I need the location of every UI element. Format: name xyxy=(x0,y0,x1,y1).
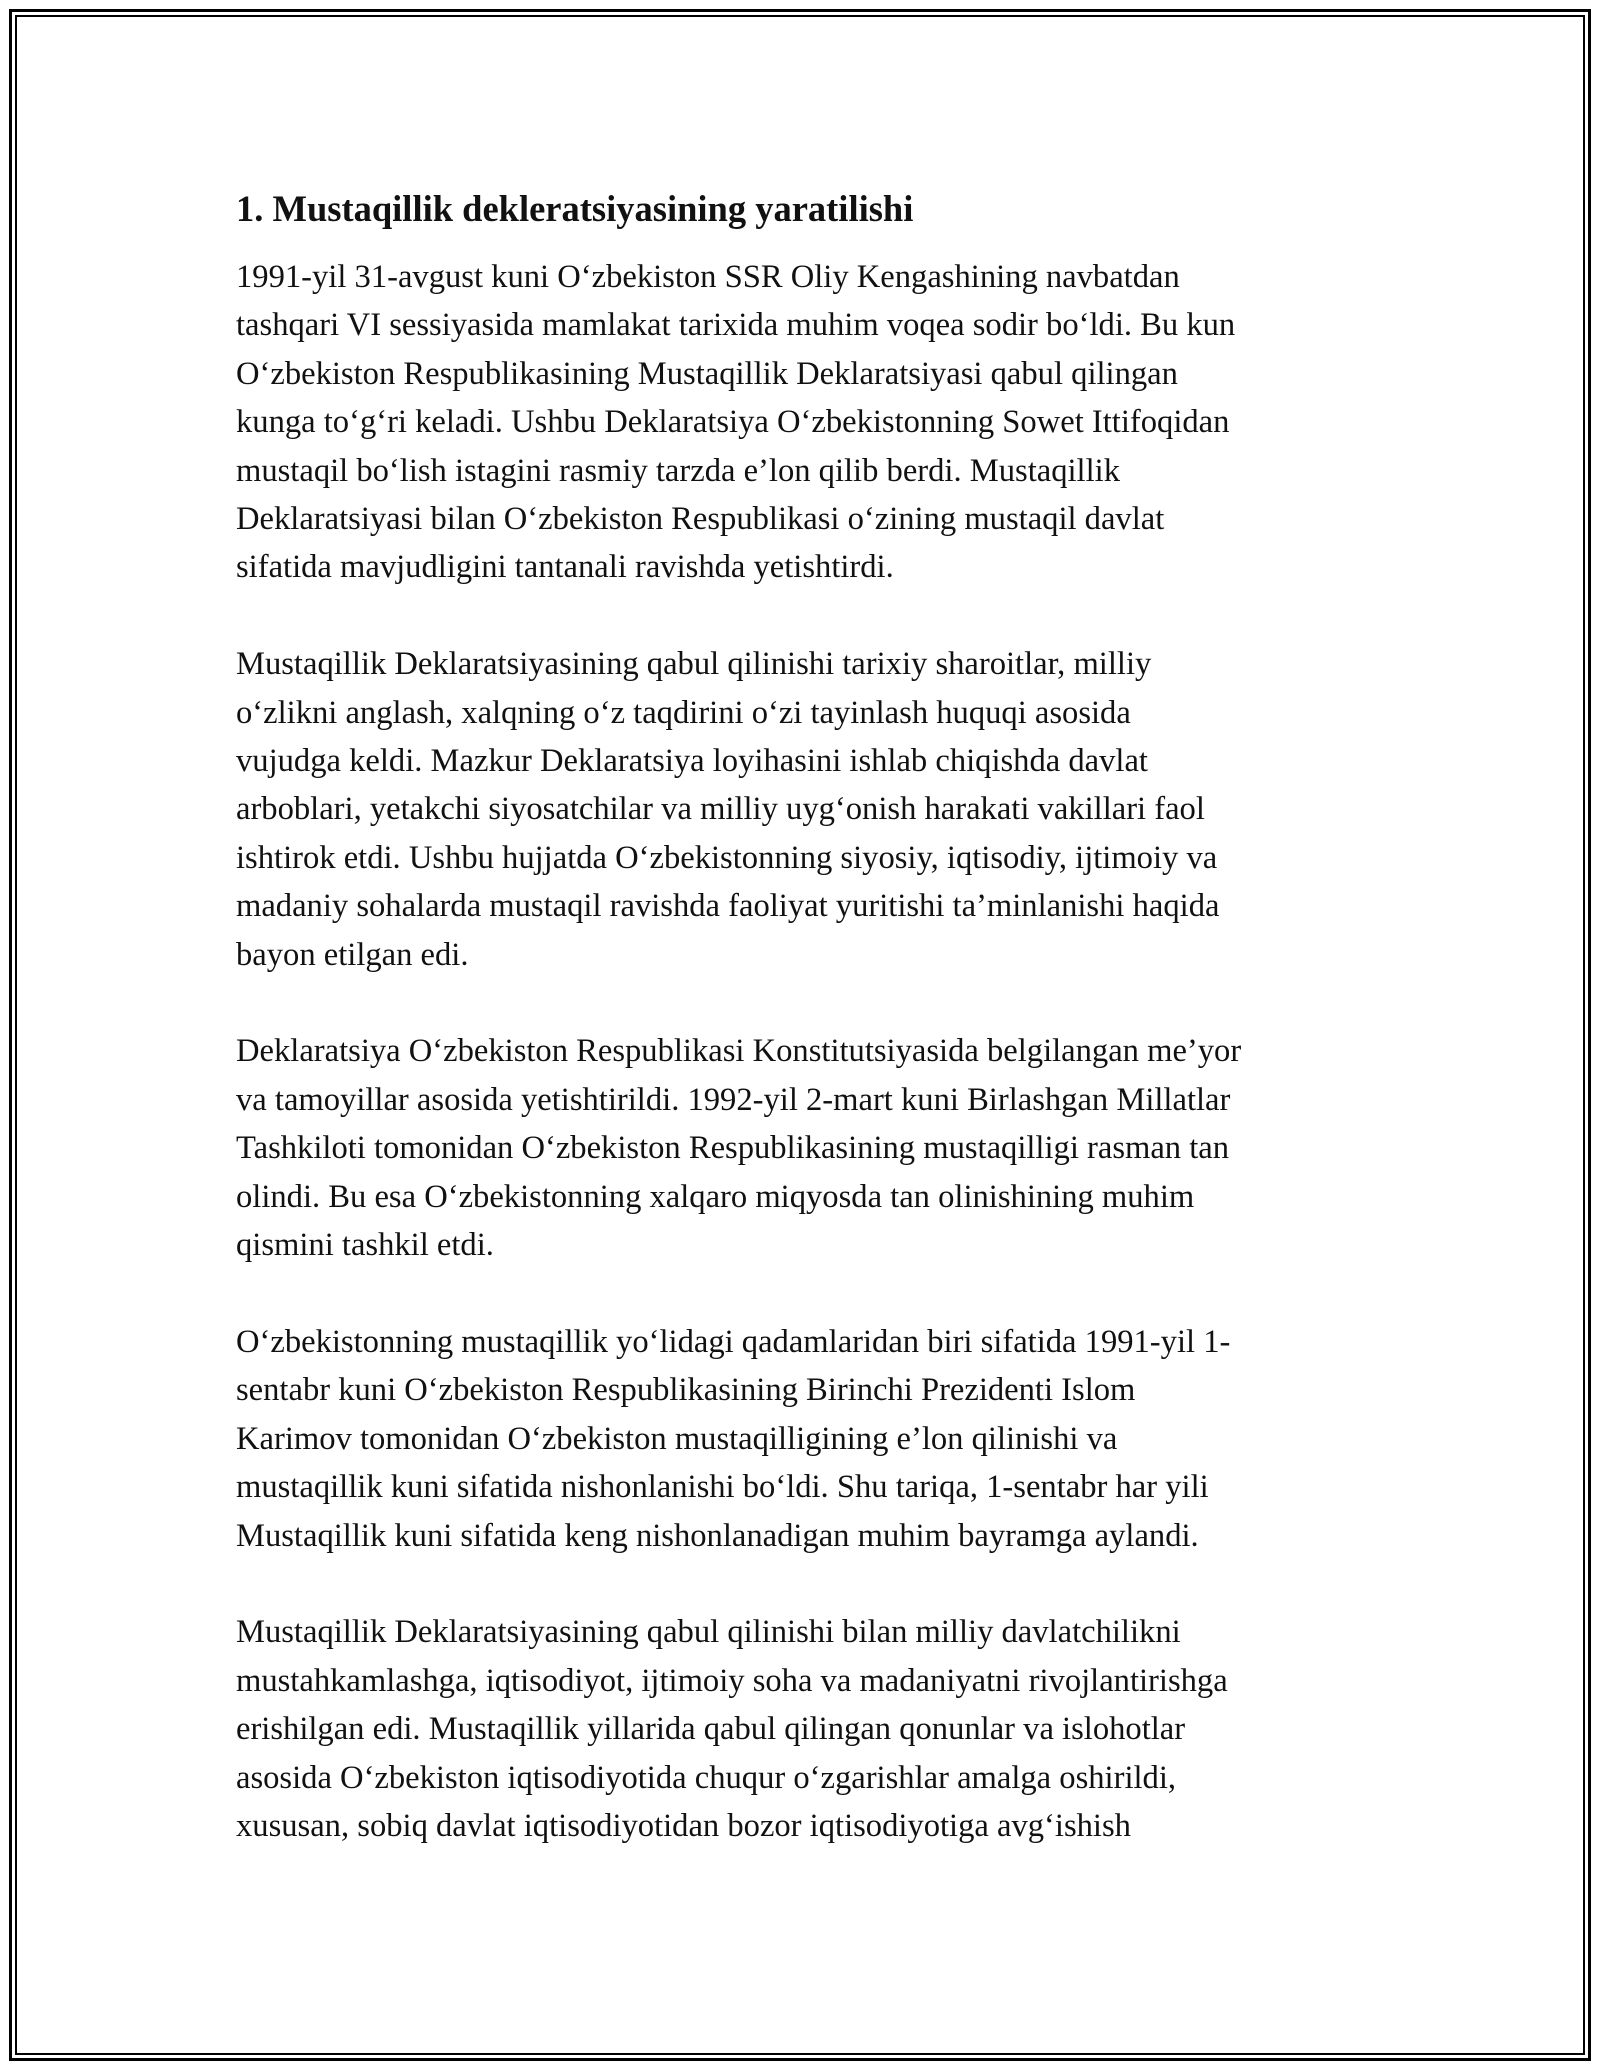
text-line: Deklaratsiya O‘zbekiston Respublikasi Konstitutsiyasida belgilangan me’yor xyxy=(236,1033,1242,1070)
text-line: qismini tashkil etdi. xyxy=(236,1227,494,1264)
text-line: Mustaqillik Deklaratsiyasining qabul qilinishi tarixiy sharoitlar, milliy xyxy=(236,646,1152,683)
text-line: Deklaratsiyasi bilan O‘zbekiston Respublikasi o‘zining mustaqil davlat xyxy=(236,501,1165,538)
text-line: madaniy sohalarda mustaqil ravishda faoliyat yuritishi ta’minlanishi haqida xyxy=(236,888,1220,925)
text-line: bayon etilgan edi. xyxy=(236,936,469,973)
text-line: Mustaqillik kuni sifatida keng nishonlanadigan muhim bayramga aylandi. xyxy=(236,1517,1199,1554)
text-line: kunga to‘g‘ri keladi. Ushbu Deklaratsiya O‘zbekistonning Sowet Ittifoqidan xyxy=(236,404,1230,441)
paragraph-5 xyxy=(236,1608,1386,1850)
text-line: va tamoyillar asosida yetishtirildi. 1992-yil 2-mart kuni Birlashgan Millatlar xyxy=(236,1081,1231,1118)
text-line: mustahkamlashga, iqtisodiyot, ijtimoiy soha va madaniyatni rivojlantirishga xyxy=(236,1662,1228,1699)
text-line: tashqari VI sessiyasida mamlakat tarixida muhim voqea sodir bo‘ldi. Bu kun xyxy=(236,307,1236,344)
text-line: arboblari, yetakchi siyosatchilar va milliy uyg‘onish harakati vakillari faol xyxy=(236,791,1205,828)
paragraph-1 xyxy=(236,253,1386,592)
text-line: Mustaqillik Deklaratsiyasining qabul qilinishi bilan milliy davlatchilikni xyxy=(236,1614,1181,1651)
text-line: erishilgan edi. Mustaqillik yillarida qabul qilingan qonunlar va islohotlar xyxy=(236,1711,1186,1748)
paragraph-3 xyxy=(236,1027,1386,1269)
text-line: O‘zbekistonning mustaqillik yo‘lidagi qadamlaridan biri sifatida 1991-yil 1- xyxy=(236,1323,1231,1360)
paragraph-4 xyxy=(236,1318,1386,1560)
text-line: 1991-yil 31-avgust kuni O‘zbekiston SSR Oliy Kengashining navbatdan xyxy=(236,259,1180,295)
text-line: sifatida mavjudligini tantanali ravishda yetishtirdi. xyxy=(236,549,894,586)
text-line: mustaqillik kuni sifatida nishonlanishi bo‘ldi. Shu tariqa, 1-sentabr har yili xyxy=(236,1469,1209,1506)
text-line: sentabr kuni O‘zbekiston Respublikasining Birinchi Prezidenti Islom xyxy=(236,1372,1136,1409)
text-line: asosida O‘zbekiston iqtisodiyotida chuqur o‘zgarishlar amalga oshirildi, xyxy=(236,1759,1177,1796)
paragraph-2 xyxy=(236,640,1386,979)
text-line: xususan, sobiq davlat iqtisodiyotidan bozor iqtisodiyotiga avg‘ishish xyxy=(236,1807,1131,1844)
text-line: ishtirok etdi. Ushbu hujjatda O‘zbekistonning siyosiy, iqtisodiy, ijtimoiy va xyxy=(236,839,1218,876)
document-body xyxy=(236,185,1386,1899)
section-heading: 1. Mustaqillik dekleratsiyasining yaratilishi xyxy=(236,188,914,229)
text-line: mustaqil bo‘lish istagini rasmiy tarzda e’lon qilib berdi. Mustaqillik xyxy=(236,452,1121,489)
text-line: Karimov tomonidan O‘zbekiston mustaqilligining e’lon qilinishi va xyxy=(236,1420,1118,1457)
text-line: Tashkiloti tomonidan O‘zbekiston Respublikasining mustaqilligi rasman tan xyxy=(236,1130,1230,1167)
text-line: O‘zbekiston Respublikasining Mustaqillik Deklaratsiyasi qabul qilingan xyxy=(236,355,1178,392)
text-line: o‘zlikni anglash, xalqning o‘z taqdirini o‘zi tayinlash huquqi asosida xyxy=(236,694,1131,731)
text-line: vujudga keldi. Mazkur Deklaratsiya loyihasini ishlab chiqishda davlat xyxy=(236,743,1148,780)
text-line: olindi. Bu esa O‘zbekistonning xalqaro miqyosda tan olinishining muhim xyxy=(236,1178,1195,1215)
